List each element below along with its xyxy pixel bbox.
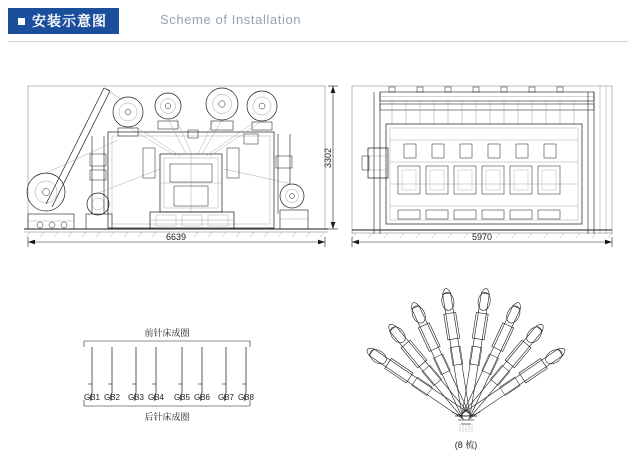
technical-drawing [0,44,636,476]
header-title-badge [8,8,119,34]
plan-view-width-value: 5970 [471,232,493,242]
guide-bar-label-gb1: GB1 [83,393,101,402]
guide-bar-label-gb2: GB2 [103,393,121,402]
front-elevation-view [24,86,338,247]
guide-bar-diagram [84,327,255,422]
page-header [0,0,636,44]
guide-bar-label-gb3: GB3 [127,393,145,402]
plan-view [352,86,612,247]
square-bullet-icon [18,18,25,25]
fan-diagram-caption: (8 梳) [454,440,478,450]
drawing-canvas [0,44,636,476]
guide-bar-label-gb8: GB8 [237,393,255,402]
fan-diagram [364,288,568,450]
guide-bar-label-gb7: GB7 [217,393,235,402]
front-view-width-value: 6639 [165,232,187,242]
page-title-cn: 安装示意图 [32,13,107,29]
page-title-en: Scheme of Installation [160,12,302,27]
fan-arm [364,288,568,421]
guide-bar-label-gb6: GB6 [193,393,211,402]
guide-bar-bottom-label: 后针床成圈 [144,412,190,422]
front-view-height-value: 3302 [323,147,333,169]
guide-bar-top-label: 前针床成圈 [144,328,190,338]
header-divider [8,41,628,42]
guide-bar-label-gb4: GB4 [147,393,165,402]
guide-bar-label-gb5: GB5 [173,393,191,402]
